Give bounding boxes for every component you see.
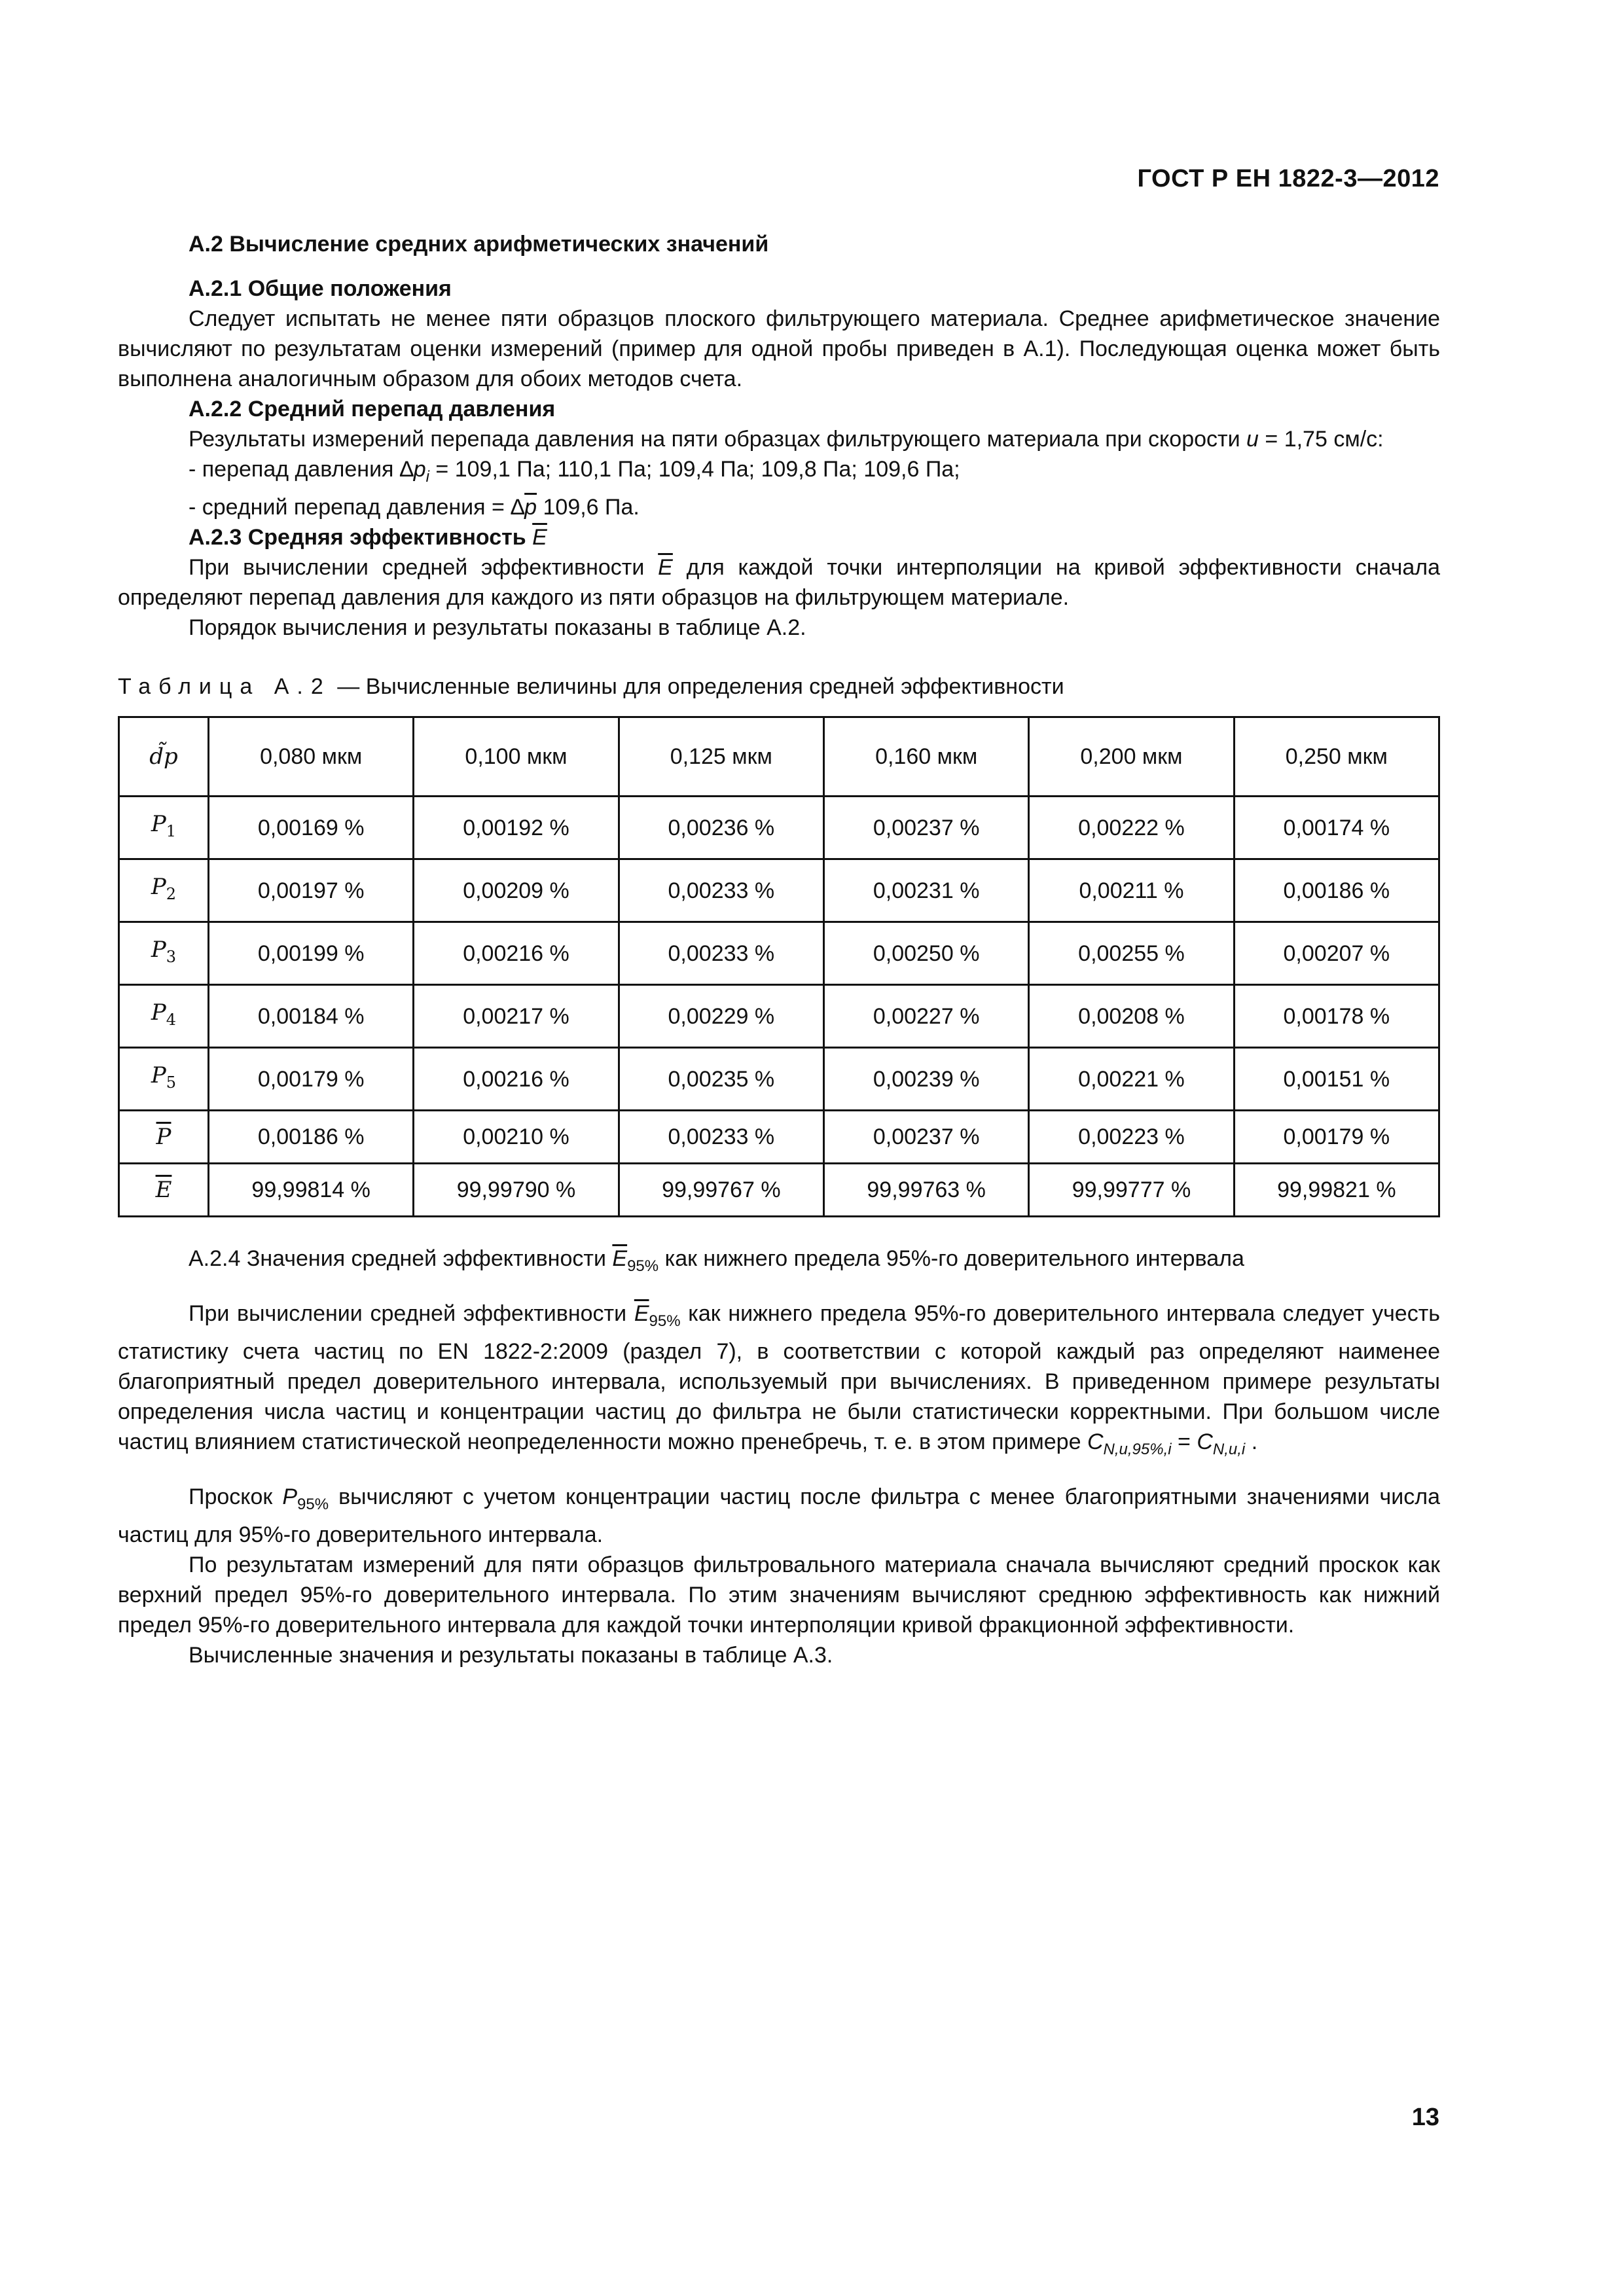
table-cell: 0,00207 % xyxy=(1234,922,1439,985)
section-a22-title: А.2.2 Средний перепад давления xyxy=(189,397,556,422)
table-row-mean-p xyxy=(119,1111,1439,1164)
table-cell: 0,00237 % xyxy=(823,1111,1028,1164)
section-a24-para2: Проскок $P_{95\%}$ вычисляют с учетом концентрации частиц после фильтра с менее благоприятными значениями числа частиц для 95%-го доверительного интервала. xyxy=(118,1484,1440,1547)
table-cell: 0,00178 % xyxy=(1234,985,1439,1048)
table-cell: 0,00186 % xyxy=(1234,859,1439,922)
table-cell: 0,00233 % xyxy=(619,922,823,985)
table-header-label: d̃p xyxy=(119,717,209,797)
table-header-cell: 0,080 мкм xyxy=(209,717,414,797)
section-a23-para2: Порядок вычисления и результаты показаны в таблице А.2. xyxy=(189,615,806,640)
table-a2-caption: Таблица А.2 — Вычисленные величины для определения средней эффективности xyxy=(118,674,1064,699)
section-a24-para3: По результатам измерений для пяти образцов фильтровального материала сначала вычисляют средний проскок как верхний предел 95%-го доверительного интервала. По этим значениям вычисляют среднюю эффективность как нижний предел 95%-го доверительного интервала для каждой точки интерполяции кривой фракционной эффективности. xyxy=(118,1552,1440,1638)
table-cell: 0,00217 % xyxy=(414,985,619,1048)
table-cell: 0,00221 % xyxy=(1029,1048,1234,1111)
section-a24-para4: Вычисленные значения и результаты показаны в таблице А.3. xyxy=(189,1643,833,1668)
table-cell: 0,00237 % xyxy=(823,797,1028,859)
page-content xyxy=(118,229,1440,1670)
table-row xyxy=(119,1048,1439,1111)
table-cell: 0,00216 % xyxy=(414,1048,619,1111)
table-cell: 99,99763 % xyxy=(823,1164,1028,1217)
table-cell: 0,00236 % xyxy=(619,797,823,859)
table-cell: 99,99790 % xyxy=(414,1164,619,1217)
table-cell: 0,00209 % xyxy=(414,859,619,922)
section-a23-title: А.2.3 Средняя эффективность $\overline{E}$ xyxy=(189,525,547,550)
table-cell: 0,00184 % xyxy=(209,985,414,1048)
table-cell: 0,00186 % xyxy=(209,1111,414,1164)
table-cell: 0,00223 % xyxy=(1029,1111,1234,1164)
row-label: $P_4$ xyxy=(119,985,209,1048)
table-cell: 0,00216 % xyxy=(414,922,619,985)
table-cell: 0,00211 % xyxy=(1029,859,1234,922)
section-a2-title: А.2 Вычисление средних арифметических значений xyxy=(189,232,769,257)
table-header-cell: 0,125 мкм xyxy=(619,717,823,797)
table-row xyxy=(119,985,1439,1048)
table-cell: 0,00227 % xyxy=(823,985,1028,1048)
row-label: $P_1$ xyxy=(119,797,209,859)
table-cell: 0,00231 % xyxy=(823,859,1028,922)
table-cell: 0,00255 % xyxy=(1029,922,1234,985)
table-cell: 0,00233 % xyxy=(619,1111,823,1164)
section-a22-para1: Результаты измерений перепада давления на пяти образцах фильтрующего материала при скорости u = 1,75 см/с: xyxy=(189,427,1384,452)
table-cell: 99,99814 % xyxy=(209,1164,414,1217)
table-cell: 99,99821 % xyxy=(1234,1164,1439,1217)
table-cell: 0,00174 % xyxy=(1234,797,1439,859)
table-cell: 0,00169 % xyxy=(209,797,414,859)
table-row-mean-e xyxy=(119,1164,1439,1217)
section-a23-para1: При вычислении средней эффективности $\overline{E}$ для каждой точки интерполяции на кривой эффективности сначала определяют перепад давления для каждого из пяти образцов на фильтрующем материале. xyxy=(118,555,1441,610)
table-cell: 99,99777 % xyxy=(1029,1164,1234,1217)
table-header-cell: 0,200 мкм xyxy=(1029,717,1234,797)
section-a22-item1: - перепад давления $\Delta p_i = 109,1$ Па; 110,1 Па; 109,4 Па; 109,8 Па; 109,6 Па; xyxy=(189,457,960,486)
page-number: 13 xyxy=(1411,2104,1439,2131)
row-label: $P_3$ xyxy=(119,922,209,985)
table-row xyxy=(119,797,1439,859)
row-label: $\overline{E}$ xyxy=(119,1164,209,1217)
table-cell: 0,00208 % xyxy=(1029,985,1234,1048)
table-cell: 0,00179 % xyxy=(209,1048,414,1111)
section-a22-item2: - средний перепад давления = $\Delta\overline{p}$ 109,6 Па. xyxy=(189,495,640,520)
table-cell: 0,00222 % xyxy=(1029,797,1234,859)
row-label: $P_2$ xyxy=(119,859,209,922)
table-cell: 0,00192 % xyxy=(414,797,619,859)
table-cell: 0,00235 % xyxy=(619,1048,823,1111)
section-a21-title: А.2.1 Общие положения xyxy=(189,276,452,301)
table-header-cell: 0,100 мкм xyxy=(414,717,619,797)
table-header-row xyxy=(119,717,1439,797)
table-cell: 0,00229 % xyxy=(619,985,823,1048)
table-cell: 0,00151 % xyxy=(1234,1048,1439,1111)
table-header-cell: 0,250 мкм xyxy=(1234,717,1439,797)
table-cell: 0,00199 % xyxy=(209,922,414,985)
table-cell: 0,00233 % xyxy=(619,859,823,922)
table-cell: 0,00179 % xyxy=(1234,1111,1439,1164)
document-header: ГОСТ Р ЕН 1822-3—2012 xyxy=(1137,165,1439,192)
table-cell: 0,00239 % xyxy=(823,1048,1028,1111)
row-label: $P_5$ xyxy=(119,1048,209,1111)
table-a2 xyxy=(118,716,1440,1217)
table-row xyxy=(119,922,1439,985)
row-label: $\overline{P}$ xyxy=(119,1111,209,1164)
section-a21-para1: Следует испытать не менее пяти образцов плоского фильтрующего материала. Среднее арифметическое значение вычисляют по результатам оценки измерений (пример для одной пробы приведен в А.1). Последующая оценка может быть выполнена аналогичным образом для обоих методов счета. xyxy=(118,306,1440,391)
table-cell: 99,99767 % xyxy=(619,1164,823,1217)
table-header-cell: 0,160 мкм xyxy=(823,717,1028,797)
section-a24-para1: При вычислении средней эффективности $\overline{E}_{95\%}$ как нижнего предела 95%-го доверительного интервала следует учесть статистику счета частиц по EN 1822-2:2009 (раздел 7), в соответствии с которой каждый раз определяют наименее благоприятный предел доверительного интервала, используемый при вычислениях. В приведенном примере результаты определения числа частиц и концентрации частиц до фильтра не были статистически корректными. При большом числе частиц влиянием статистической неопределенности можно пренебречь, т. е. в этом примере $C_{N,u,95\%,i} = C_{N,u,i}$ . xyxy=(118,1301,1441,1458)
section-a24-title: А.2.4 Значения средней эффективности $\overline{E}_{95\%}$ как нижнего предела 95%-го доверительного интервала xyxy=(189,1246,1244,1275)
table-cell: 0,00250 % xyxy=(823,922,1028,985)
table-cell: 0,00210 % xyxy=(414,1111,619,1164)
table-row xyxy=(119,859,1439,922)
table-cell: 0,00197 % xyxy=(209,859,414,922)
